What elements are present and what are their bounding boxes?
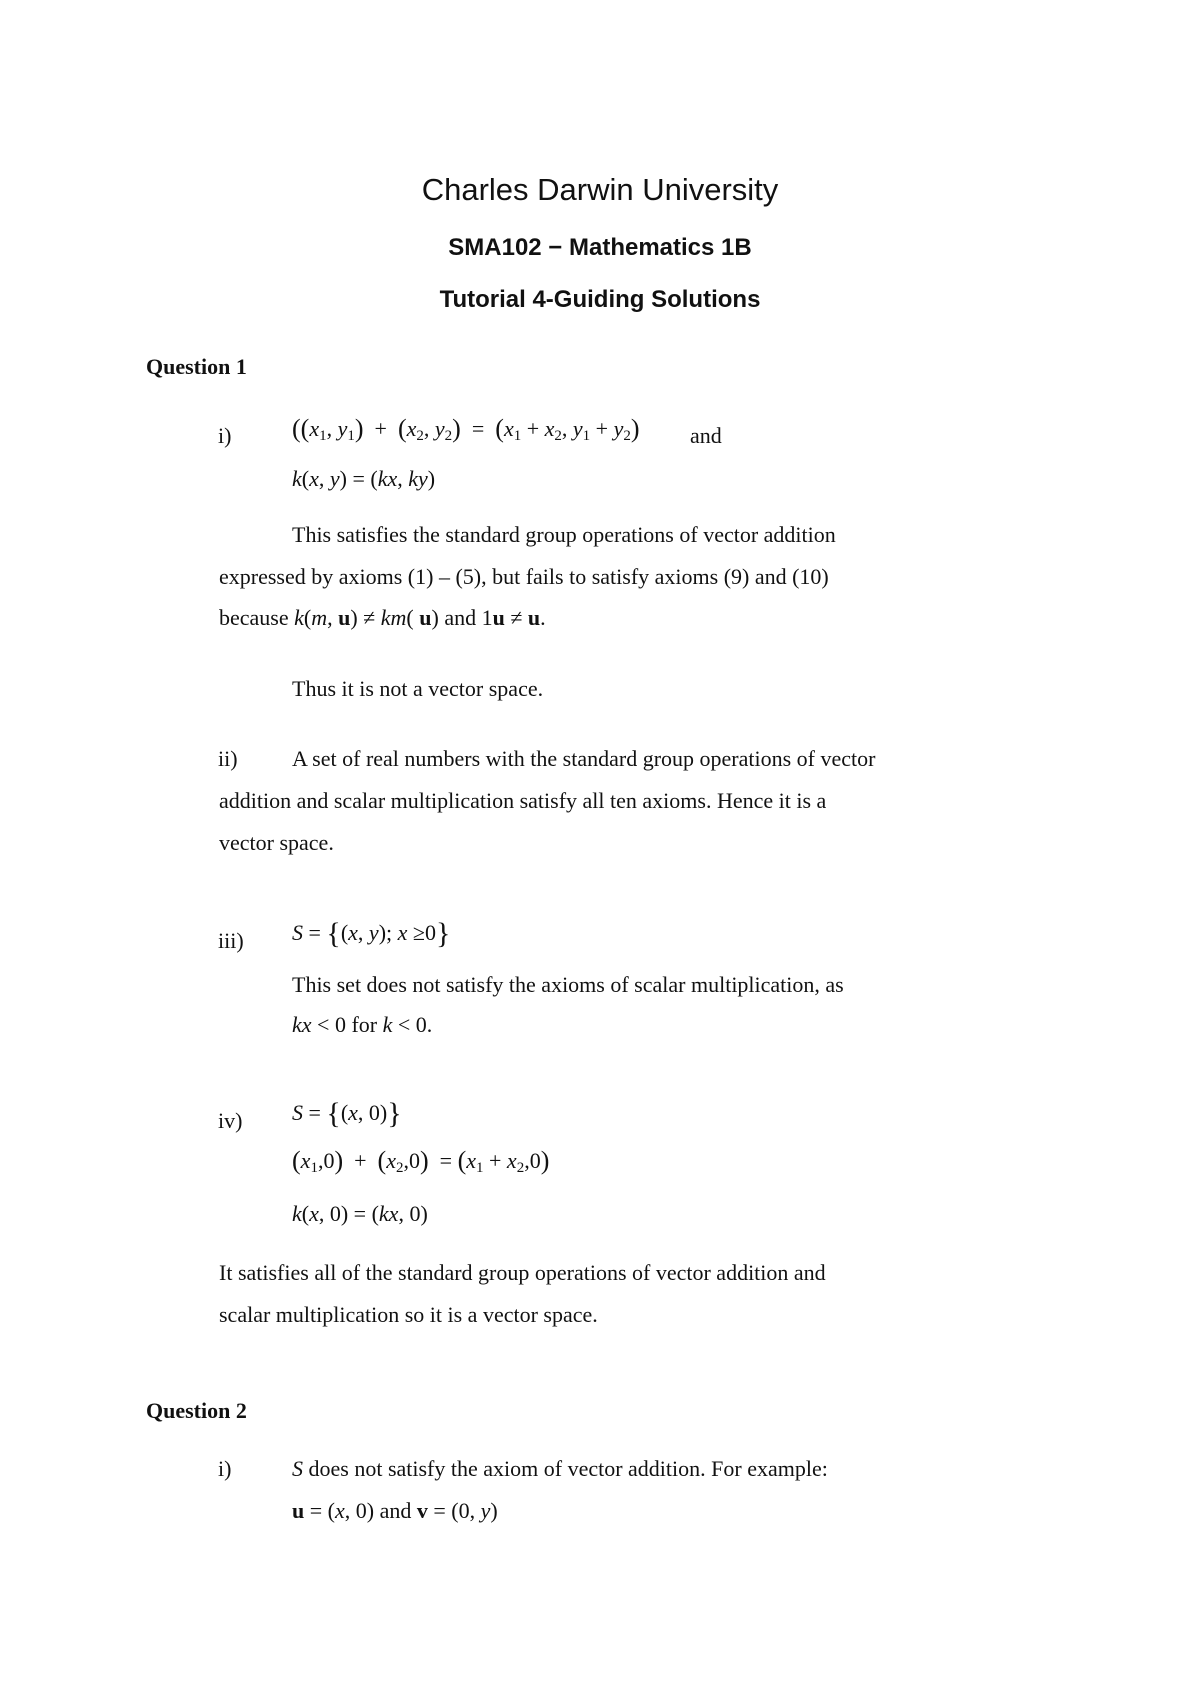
q2-i-and: and bbox=[379, 1498, 412, 1523]
q1-i-conclusion: Thus it is not a vector space. bbox=[292, 676, 544, 701]
q1-iv-conclusion1: It satisfies all of the standard group operations of vector addition and bbox=[219, 1260, 826, 1285]
question-1-heading: Question 1 bbox=[146, 354, 247, 379]
q1-iii-set-definition: S = {(x, y); x ≥0} bbox=[292, 917, 451, 950]
q2-i-vector-v: v = (0, y) bbox=[416, 1498, 498, 1523]
q1-ii-line1: A set of real numbers with the standard group operations of vector bbox=[292, 746, 876, 771]
university-title: Charles Darwin University bbox=[421, 172, 779, 207]
q1-i-text-line2: expressed by axioms (1) – (5), but fails to satisfy axioms (9) and (10) bbox=[219, 564, 829, 589]
q1-i-and2: and bbox=[444, 605, 477, 630]
q1-i-scalar-equation: k(x, y) = (kx, ky) bbox=[292, 466, 436, 491]
q1-iii-kx-inequality: kx < 0 bbox=[292, 1012, 346, 1037]
question-2-heading: Question 2 bbox=[146, 1398, 247, 1423]
q1-part-iv-label: iv) bbox=[218, 1108, 243, 1133]
q1-i-axiom10-inequality: 1u ≠ u. bbox=[481, 605, 546, 630]
q1-iii-line2 bbox=[292, 1014, 432, 1036]
q1-iii-line1: This set does not satisfy the axioms of scalar multiplication, as bbox=[292, 972, 844, 997]
q2-i-text bbox=[292, 1458, 828, 1480]
q1-i-and: and bbox=[690, 423, 722, 448]
q1-ii-line2: addition and scalar multiplication satisfy all ten axioms. Hence it is a bbox=[219, 788, 827, 813]
q2-i-set-S: S bbox=[292, 1456, 303, 1481]
q2-part-i-label: i) bbox=[218, 1456, 232, 1481]
tutorial-title: Tutorial 4-Guiding Solutions bbox=[439, 286, 761, 313]
q1-i-axiom9-inequality: k(m, u) ≠ km( u) bbox=[294, 605, 439, 630]
q1-iv-addition-equation: $(x_1,0) + (x_2,0) = (x_1 + x_2,0)$ bbox=[292, 1146, 550, 1176]
course-title: SMA102 − Mathematics 1B bbox=[448, 234, 752, 261]
q1-i-because: because bbox=[219, 605, 289, 630]
q1-iv-conclusion2: scalar multiplication so it is a vector space. bbox=[219, 1302, 598, 1327]
q1-iv-scalar-equation: k(x, 0) = (kx, 0) bbox=[292, 1201, 428, 1226]
q1-i-text-line3 bbox=[219, 607, 546, 629]
q1-iii-for: for bbox=[351, 1012, 378, 1037]
q1-part-i-label: i) bbox=[218, 423, 232, 448]
q1-i-addition-equation: (($x_1$, $y_1) + (x_2$, $y_2) = (x_1 + x_2$, $y_1 + y_2$) bbox=[292, 414, 640, 444]
q1-iii-k-inequality: k < 0. bbox=[382, 1012, 433, 1037]
q1-i-text-line1: This satisfies the standard group operations of vector addition bbox=[292, 522, 836, 547]
q1-part-iii-label: iii) bbox=[218, 928, 244, 953]
q2-i-vector-u: u = (x, 0) bbox=[292, 1498, 375, 1523]
q1-part-ii-label: ii) bbox=[218, 746, 238, 771]
q2-i-example bbox=[292, 1500, 498, 1522]
q1-ii-line3: vector space. bbox=[219, 830, 334, 855]
q1-iv-set-definition: S = {(x, 0)} bbox=[292, 1097, 402, 1130]
q2-i-text-body: does not satisfy the axiom of vector addition. For example: bbox=[308, 1456, 828, 1481]
